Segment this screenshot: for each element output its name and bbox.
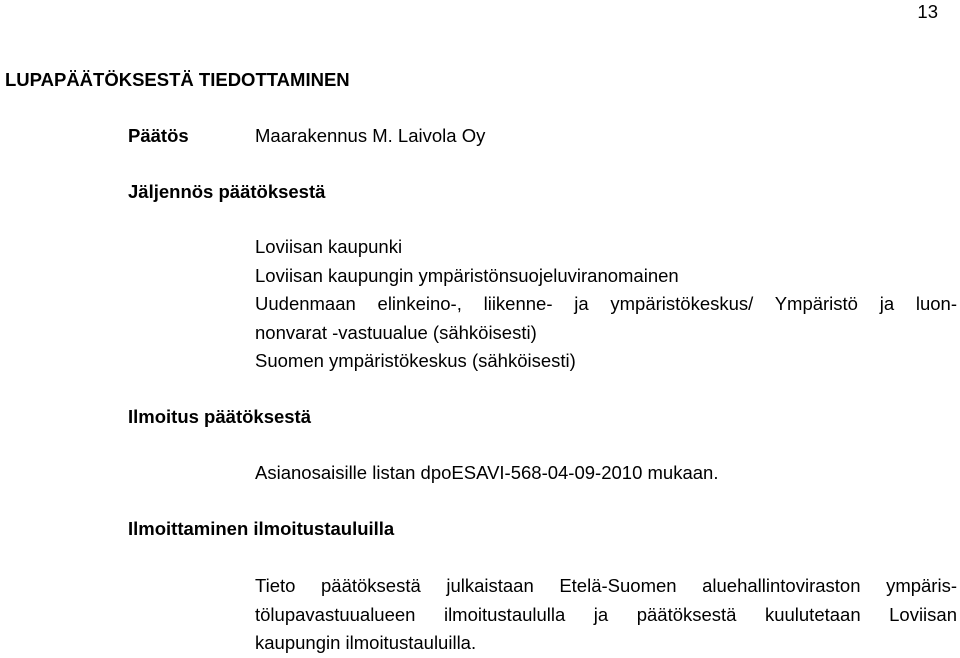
page-number: 13: [917, 1, 938, 22]
copy-recipient: Suomen ympäristökeskus (sähköisesti): [255, 350, 576, 371]
board-notice-text: [255, 572, 957, 658]
copy-recipient: Loviisan kaupungin ympäristönsuojeluviranomainen: [255, 264, 679, 286]
board-notice-line: kaupungin ilmoitustauluilla.: [255, 632, 477, 653]
board-notice-line: tölupavastuualueen ilmoitustaululla ja päätöksestä kuulutetaan Loviisan: [255, 603, 957, 625]
copy-recipient: Uudenmaan elinkeino-, liikenne- ja ympäristökeskus/ Ympäristö ja luon-: [255, 293, 957, 314]
copy-recipient-list: [255, 233, 957, 376]
notice-label: Ilmoitus päätöksestä: [128, 406, 312, 427]
copy-label: Jäljennös päätöksestä: [128, 181, 326, 202]
page-title: LUPAPÄÄTÖKSESTÄ TIEDOTTAMINEN: [5, 69, 350, 90]
board-notice-line: Tieto päätöksestä julkaistaan Etelä-Suomen aluehallintoviraston ympäris-: [255, 575, 957, 596]
copy-recipient: nonvarat -vastuualue (sähköisesti): [255, 321, 537, 343]
decision-value: Maarakennus M. Laivola Oy: [255, 125, 486, 146]
decision-label: Päätös: [128, 125, 189, 146]
board-notice-label: Ilmoittaminen ilmoitustauluilla: [128, 518, 395, 539]
copy-recipient: Loviisan kaupunki: [255, 236, 403, 257]
notice-text: Asianosaisille listan dpoESAVI-568-04-09-2010 mukaan.: [255, 462, 719, 483]
